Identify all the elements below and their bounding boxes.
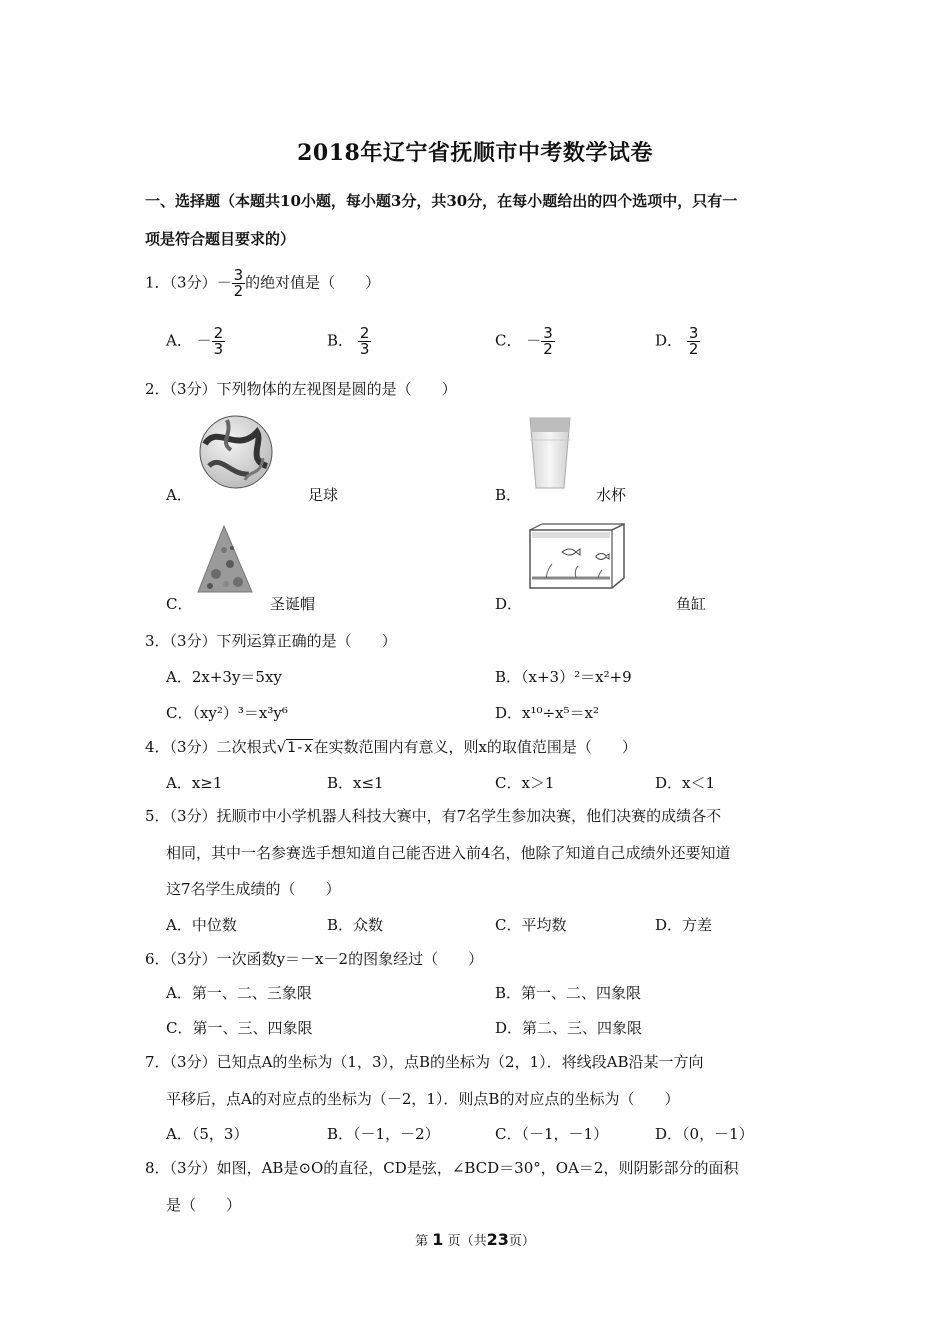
q5-option-b[interactable]: B．众数 xyxy=(327,916,384,934)
section-heading-line2: 项是符合题目要求的） xyxy=(145,230,296,248)
q1-fraction: $\frac{3}{2}$ xyxy=(233,266,244,300)
q1-suffix: 的绝对值是（ ） xyxy=(245,273,381,292)
q2-option-d[interactable]: D． xyxy=(495,595,523,613)
fish-tank-icon xyxy=(526,522,628,592)
q1-option-c[interactable]: C． － $\frac{3}{2}$ xyxy=(495,324,553,358)
q4-option-c[interactable]: C．x＞1 xyxy=(495,774,555,792)
question-1-stem xyxy=(145,268,380,299)
question-4-stem: 4．（3分）二次根式√1-x在实数范围内有意义，则x的取值范围是（ ） xyxy=(145,738,637,756)
q6-option-b[interactable]: B．第一、二、四象限 xyxy=(495,984,642,1002)
q6-option-a[interactable]: A．第一、二、三象限 xyxy=(166,984,312,1002)
question-3-stem: 3．（3分）下列运算正确的是（ ） xyxy=(145,632,397,650)
question-7-line1: 7．（3分）已知点A的坐标为（1，3），点B的坐标为（2，1）．将线段AB沿某一方向 xyxy=(145,1053,704,1071)
water-cup-icon xyxy=(526,414,574,492)
question-6-stem: 6．（3分）一次函数y＝－x－2的图象经过（ ） xyxy=(145,950,484,968)
question-8-line1: 8．（3分）如图，AB是⊙O的直径，CD是弦，∠BCD＝30°，OA＝2，则阴影部分的面积 xyxy=(145,1159,739,1177)
q2-option-a-label: 足球 xyxy=(308,486,339,504)
page-footer: 第 1 页（共23页） xyxy=(415,1230,535,1249)
q7-option-b[interactable]: B．（－1，－2） xyxy=(327,1125,440,1143)
question-8-line2: 是（ ） xyxy=(166,1196,242,1214)
q6-option-d[interactable]: D．第二、三、四象限 xyxy=(495,1019,643,1037)
q5-option-c[interactable]: C．平均数 xyxy=(495,916,567,934)
q2-option-c[interactable]: C． xyxy=(166,595,193,613)
q1-option-b[interactable]: B． $\frac{2}{3}$ xyxy=(327,324,370,358)
q1-prefix: 1．（3分）－ xyxy=(145,273,232,292)
page-title: 2018年辽宁省抚顺市中考数学试卷 xyxy=(297,140,653,166)
q1-option-a[interactable]: A． － $\frac{2}{3}$ xyxy=(166,324,224,358)
q3-option-c[interactable]: C．（xy²）³＝x³y⁶ xyxy=(166,704,288,722)
q3-option-b[interactable]: B．（x+3）²＝x²+9 xyxy=(495,668,632,686)
q4-option-b[interactable]: B．x≤1 xyxy=(327,774,384,792)
q2-option-b[interactable]: B． xyxy=(495,486,522,504)
q7-option-a[interactable]: A．（5，3） xyxy=(166,1125,249,1143)
q5-option-d[interactable]: D．方差 xyxy=(655,916,713,934)
q1-option-d[interactable]: D． $\frac{3}{2}$ xyxy=(655,324,699,358)
soccer-ball-icon xyxy=(197,414,275,490)
q4-radical: √1-x xyxy=(276,738,313,756)
q7-option-c[interactable]: C．（－1，－1） xyxy=(495,1125,609,1143)
q4-option-d[interactable]: D．x＜1 xyxy=(655,774,716,792)
question-7-line2: 平移后，点A的对应点的坐标为（－2，1）．则点B的对应点的坐标为（ ） xyxy=(166,1090,680,1108)
q2-option-b-label: 水杯 xyxy=(596,486,627,504)
question-2-stem: 2．（3分）下列物体的左视图是圆的是（ ） xyxy=(145,380,457,398)
q2-option-c-label: 圣诞帽 xyxy=(270,595,316,613)
christmas-hat-icon xyxy=(196,524,254,596)
question-5-line3: 这7名学生成绩的（ ） xyxy=(166,880,341,898)
q7-option-d[interactable]: D．（0，－1） xyxy=(655,1125,754,1143)
q3-option-a[interactable]: A．2x+3y＝5xy xyxy=(166,668,282,686)
q3-option-d[interactable]: D．x¹⁰÷x⁵＝x² xyxy=(495,704,600,722)
section-heading-line1: 一、选择题（本题共10小题，每小题3分，共30分，在每小题给出的四个选项中，只有一 xyxy=(145,192,738,210)
q2-option-a[interactable]: A． xyxy=(166,486,192,504)
page-number: 1 xyxy=(432,1230,444,1249)
question-5-line1: 5．（3分）抚顺市中小学机器人科技大赛中，有7名学生参加决赛，他们决赛的成绩各不 xyxy=(145,807,722,825)
question-5-line2: 相同，其中一名参赛选手想知道自己能否进入前4名，他除了知道自己成绩外还要知道 xyxy=(166,844,731,862)
page-total: 23 xyxy=(486,1230,509,1249)
q5-option-a[interactable]: A．中位数 xyxy=(166,916,237,934)
q6-option-c[interactable]: C．第一、三、四象限 xyxy=(166,1019,313,1037)
q2-option-d-label: 鱼缸 xyxy=(676,595,707,613)
q4-option-a[interactable]: A．x≥1 xyxy=(166,774,223,792)
